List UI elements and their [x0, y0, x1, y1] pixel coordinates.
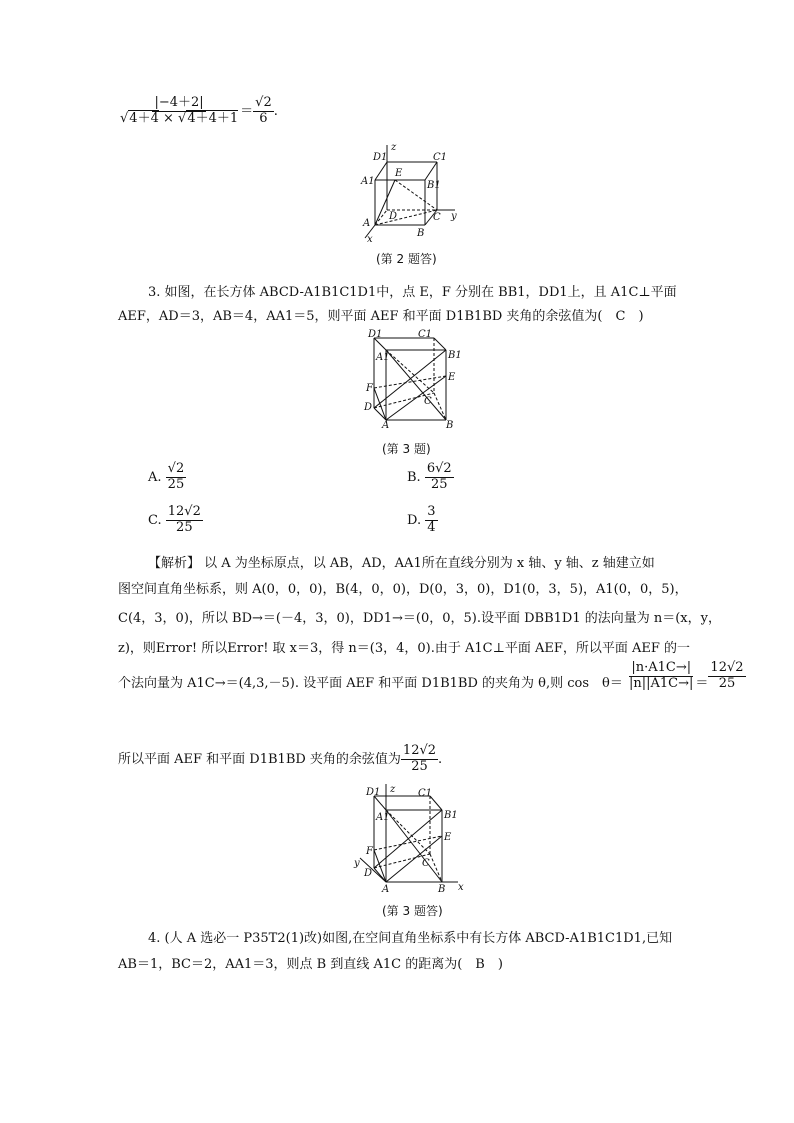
label-A1: A1	[376, 812, 390, 823]
label-z: z	[391, 142, 397, 153]
solution-line4: z)，则Error! 所以Error! 取 x＝3，得 n＝(3，4，0).由于 A1C⊥平面 AEF，所以平面 AEF 的一	[118, 641, 691, 656]
option-d-denominator: 4	[427, 519, 436, 535]
label-A: A	[382, 420, 390, 428]
option-c-numerator: 12√2	[167, 504, 201, 519]
q3-text-line2: AEF，AD＝3，AB＝4，AA1＝5，则平面 AEF 和平面 D1B1BD 夹角的余弦值为( C )	[118, 309, 644, 324]
option-b-denominator: 25	[430, 476, 448, 492]
result-numerator: √2	[255, 95, 272, 110]
solution-line5	[118, 660, 746, 692]
cos-fraction-numerator: |n·A1C→|	[631, 660, 692, 676]
label-A: A	[363, 218, 371, 229]
label-B1: B1	[444, 810, 458, 821]
label-C1: C1	[418, 329, 433, 340]
label-E: E	[448, 372, 456, 383]
label-y: y	[451, 211, 457, 222]
solution-line1: 【解析】 以 A 为坐标原点，以 AB，AD，AA1所在直线分别为 x 轴、y 轴、z 轴建立如	[148, 556, 655, 571]
den-left-radicand: 4＋4	[129, 110, 159, 126]
option-a[interactable]	[148, 462, 186, 493]
label-C1: C1	[418, 788, 433, 799]
cos-result-denominator: 25	[718, 676, 736, 691]
figure-q2-answer	[355, 140, 465, 245]
option-b-label: B.	[407, 469, 421, 485]
top-fraction-numerator: |−4＋2|	[154, 95, 204, 110]
q4-text-line2: AB＝1，BC＝2，AA1＝3，则点 B 到直线 A1C 的距离为( B )	[118, 957, 503, 972]
figure-q3-answer-caption: (第 3 题答)	[382, 904, 443, 918]
label-D1: D1	[366, 787, 381, 798]
equals-sign: ＝	[695, 676, 709, 691]
label-y: y	[354, 858, 360, 869]
label-D: D	[364, 402, 373, 413]
solution-line2: 图空间直角坐标系，则 A(0，0，0)，B(4，0，0)，D(0，3，0)，D1(0，3，5)，A1(0，0，5)，	[118, 582, 688, 597]
label-D: D	[364, 868, 373, 879]
option-b-numerator: 6√2	[426, 461, 452, 476]
label-E: E	[444, 832, 452, 843]
label-B: B	[417, 228, 425, 239]
option-c-denominator: 25	[176, 519, 193, 535]
solution-line5-text: 个法向量为 A1C→＝(4,3,－5). 设平面 AEF 和平面 D1B1BD 的夹角为 θ,则 cos θ＝	[118, 676, 623, 691]
den-right-radicand: 4＋4＋1	[187, 110, 239, 126]
result-fraction	[253, 96, 274, 127]
cos-fraction-denominator: |n||A1C→|	[629, 676, 694, 691]
option-a-numerator: √2	[167, 461, 185, 476]
solution-line6-text: 所以平面 AEF 和平面 D1B1BD 夹角的余弦值为	[118, 751, 401, 767]
label-A1: A1	[376, 352, 390, 363]
cos-result-numerator: 12√2	[710, 660, 744, 676]
option-c[interactable]	[148, 505, 203, 536]
label-C1: C1	[433, 152, 448, 163]
option-d-numerator: 3	[427, 504, 436, 519]
figure-q2-caption: (第 2 题答)	[376, 252, 437, 266]
option-d[interactable]	[407, 505, 438, 536]
label-D1: D1	[373, 152, 388, 163]
label-F: F	[366, 383, 373, 394]
option-d-label: D.	[407, 512, 422, 528]
label-z: z	[390, 784, 396, 795]
answer-numerator: 12√2	[402, 743, 437, 758]
result-denominator: 6	[259, 110, 268, 126]
label-x: x	[458, 882, 464, 893]
solution-line3: C(4，3，0)，所以 BD→＝(－4，3，0)，DD1→＝(0，0，5).设平面 DBB1D1 的法向量为 n＝(x，y，	[118, 611, 721, 626]
label-C: C	[424, 396, 432, 407]
option-a-label: A.	[148, 469, 162, 485]
equals-sign: ＝	[240, 103, 254, 119]
times-sign: ×	[162, 110, 174, 126]
period: .	[438, 751, 443, 767]
top-formula	[118, 96, 278, 127]
label-A1: A1	[361, 176, 375, 187]
label-F: F	[366, 846, 373, 857]
answer-denominator: 25	[411, 758, 428, 774]
figure-q3-caption: (第 3 题)	[382, 442, 431, 456]
figure-q3-answer	[352, 782, 472, 894]
option-b[interactable]	[407, 462, 454, 493]
label-B1: B1	[448, 350, 462, 361]
option-c-label: C.	[148, 512, 162, 528]
label-D1: D1	[368, 329, 383, 340]
label-B: B	[446, 420, 454, 428]
label-A: A	[382, 884, 390, 894]
q3-text-line1: 3. 如图，在长方体 ABCD-A1B1C1D1中，点 E，F 分别在 BB1，DD1上，且 A1C⊥平面	[148, 285, 677, 300]
top-fraction	[118, 96, 240, 127]
period: .	[273, 103, 278, 119]
label-B1: B1	[427, 180, 441, 191]
q4-text-line1: 4. (人 A 选必一 P35T2(1)改)如图,在空间直角坐标系中有长方体 ABCD-A1B1C1D1,已知	[148, 931, 673, 946]
label-B: B	[438, 884, 446, 894]
label-E: E	[395, 168, 403, 179]
option-a-denominator: 25	[167, 476, 185, 492]
label-C: C	[422, 858, 430, 869]
figure-q3	[362, 328, 462, 428]
label-C: C	[433, 212, 441, 223]
label-x: x	[367, 234, 373, 245]
label-D: D	[389, 211, 398, 222]
top-fraction-denominator: √4＋4 × √4＋4＋1	[120, 110, 239, 126]
solution-line6	[118, 744, 442, 775]
